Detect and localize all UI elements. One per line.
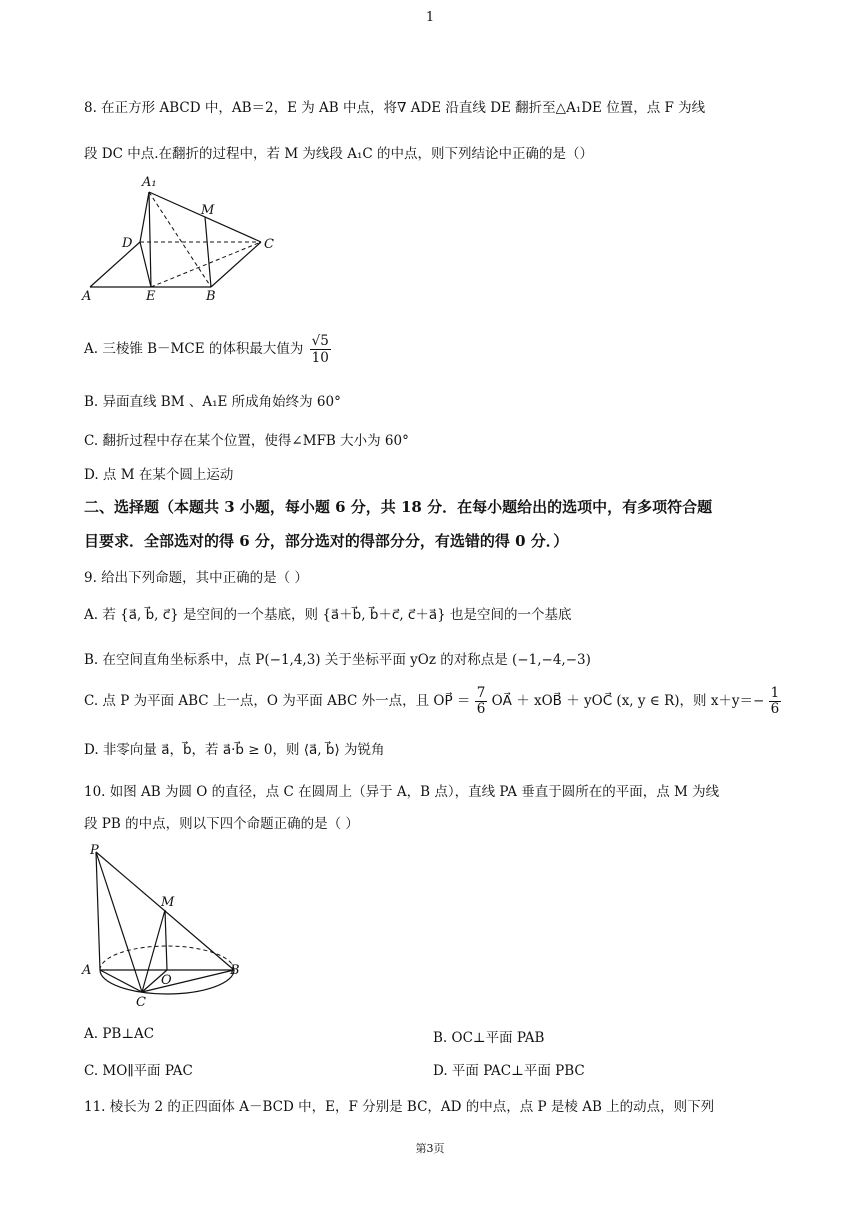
q9-option-c-pre: C. 点 P 为平面 ABC 上一点，O 为平面 ABC 外一点，且 OP⃗ ＝ xyxy=(84,693,471,709)
fraction-denominator: 10 xyxy=(311,350,329,366)
q10-option-d: D. 平面 PAC⊥平面 PBC xyxy=(433,1063,585,1079)
label-M: M xyxy=(161,895,175,910)
q10-circle-figure xyxy=(78,840,258,1010)
fraction-numerator: 7 xyxy=(476,685,486,701)
label-A: A xyxy=(82,963,92,978)
q9-option-a: A. 若 {a⃗, b⃗, c⃗} 是空间的一个基底，则 {a⃗＋b⃗, b⃗＋c⃗, c⃗＋a⃗} 也是空间的一个基底 xyxy=(84,607,572,623)
q9-stem: 9. 给出下列命题，其中正确的是（ ） xyxy=(84,570,308,586)
q9-option-c xyxy=(84,686,781,717)
section2-heading-line1: 二、选择题（本题共 3 小题，每小题 6 分，共 18 分．在每小题给出的选项中，有多项符合题 xyxy=(84,498,713,516)
fraction-denominator: 6 xyxy=(770,701,780,717)
q8-option-a xyxy=(84,333,331,366)
q8-stem-line1: 8. 在正方形 ABCD 中，AB＝2，E 为 AB 中点，将∇ ADE 沿直线 DE 翻折至△A₁DE 位置，点 F 为线 xyxy=(84,100,706,116)
page-number-header: 1 xyxy=(425,10,435,25)
q8-fold-figure xyxy=(80,172,290,307)
label-P: P xyxy=(90,843,99,858)
q10-option-a: A. PB⊥AC xyxy=(84,1026,155,1042)
q8-stem-line2: 段 DC 中点.在翻折的过程中，若 M 为线段 A₁C 的中点，则下列结论中正确的是（） xyxy=(84,146,594,162)
q8-option-a-fraction xyxy=(310,333,331,366)
label-A1: A₁ xyxy=(142,175,157,190)
label-B: B xyxy=(230,963,240,978)
q11-stem-line1: 11. 棱长为 2 的正四面体 A－BCD 中，E，F 分别是 BC，AD 的中点，点 P 是棱 AB 上的动点，则下列 xyxy=(84,1099,715,1115)
q8-option-d: D. 点 M 在某个圆上运动 xyxy=(84,467,234,483)
page-footer: 第3页 xyxy=(415,1142,445,1155)
q9-option-d: D. 非零向量 a⃗，b⃗，若 a⃗·b⃗ ≥ 0，则 ⟨a⃗, b⃗⟩ 为锐角 xyxy=(84,742,385,758)
q9-option-c-mid: OA⃗ ＋ xOB⃗ ＋ yOC⃗ (x, y ∈ R)，则 x＋y＝− xyxy=(491,693,765,709)
fraction-numerator: 1 xyxy=(770,685,780,701)
section2-heading-line2: 目要求．全部选对的得 6 分，部分选对的得部分分，有选错的得 0 分．） xyxy=(84,532,569,550)
label-E: E xyxy=(146,289,156,304)
q9-option-c-fraction1 xyxy=(475,686,488,717)
q10-stem-line2: 段 PB 的中点，则以下四个命题正确的是（ ） xyxy=(84,816,359,832)
label-C: C xyxy=(136,995,146,1010)
label-C: C xyxy=(264,237,274,252)
q9-option-c-fraction2 xyxy=(769,686,782,717)
q10-option-b: B. OC⊥平面 PAB xyxy=(433,1030,545,1046)
label-B: B xyxy=(206,289,216,304)
q8-option-a-text: A. 三棱锥 B－MCE 的体积最大值为 xyxy=(84,341,304,357)
q10-stem-line1: 10. 如图 AB 为圆 O 的直径，点 C 在圆周上（异于 A，B 点），直线 PA 垂直于圆所在的平面，点 M 为线 xyxy=(84,784,720,800)
label-D: D xyxy=(122,236,133,251)
q10-option-c: C. MO∥平面 PAC xyxy=(84,1063,193,1079)
label-M: M xyxy=(201,203,215,218)
label-A: A xyxy=(82,289,92,304)
q8-option-c: C. 翻折过程中存在某个位置，使得∠MFB 大小为 60° xyxy=(84,433,409,449)
q9-option-b: B. 在空间直角坐标系中，点 P(−1,4,3) 关于坐标平面 yOz 的对称点是 (−1,−4,−3) xyxy=(84,652,591,668)
fraction-numerator: √5 xyxy=(311,333,329,349)
fraction-denominator: 6 xyxy=(476,701,486,717)
label-O: O xyxy=(161,973,172,988)
q8-option-b: B. 异面直线 BM 、A₁E 所成角始终为 60° xyxy=(84,394,341,410)
